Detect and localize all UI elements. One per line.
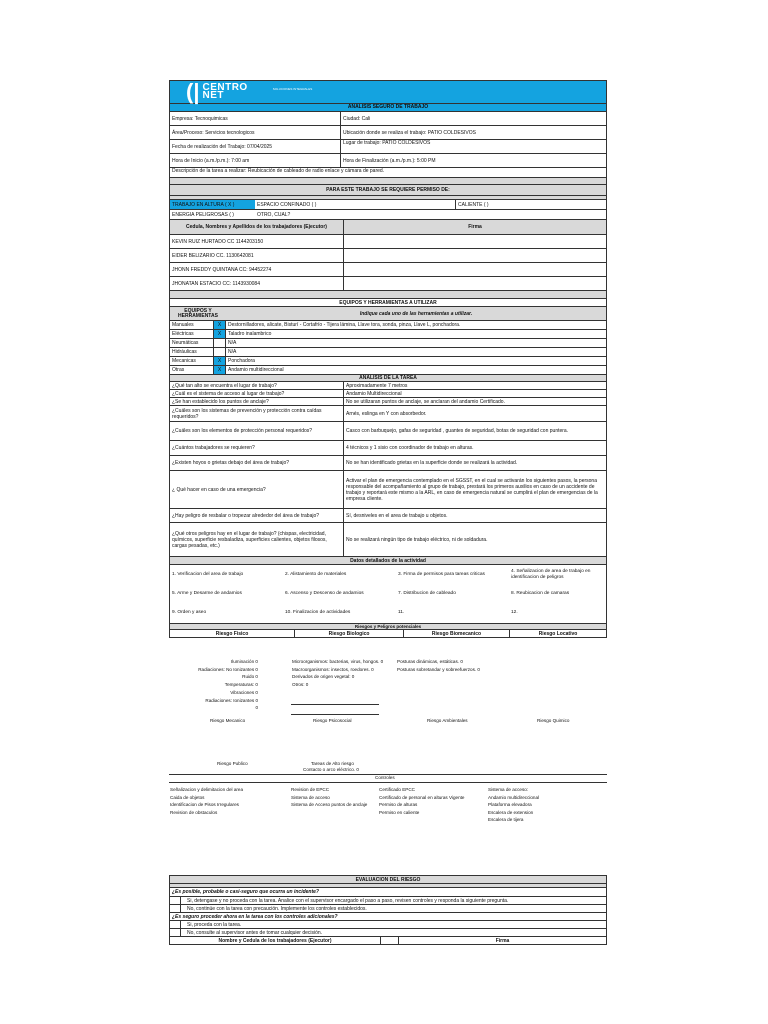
control-item: Sistema de Acceso puntos de anclaje [291, 802, 368, 807]
worker-signature [343, 235, 606, 248]
equipo-mark: X [213, 330, 225, 338]
equipos-subheader-row [169, 307, 607, 321]
activity-step: 12. [511, 609, 518, 615]
activity-step: 1. Verificacion del area de trabajo [172, 571, 244, 577]
riesgo-biomecanico-item: Posturas dinámicas, estáticas. 0 [397, 659, 463, 664]
equipo-type: Neumáticas [172, 340, 199, 346]
riesgo-mecanico: Riesgo Mecanico [210, 718, 246, 723]
permiso-header-row [169, 185, 607, 196]
evaluacion-header: EVALUACION DEL RIESGO [355, 876, 421, 883]
fecha: Fecha de realización del Trabajo: 07/04/2025 [172, 143, 273, 150]
ats-form [169, 80, 607, 638]
workers-list [169, 235, 607, 291]
riesgo-locativo-header: Riesgo Locativo [509, 630, 606, 637]
riesgo-publico: Riesgo Publico [217, 761, 248, 766]
riesgo-fisico-item: 0 [255, 705, 258, 711]
riesgos-cols-row [169, 630, 607, 638]
analisis-question: ¿Qué tan alto se encuentra el lugar de trabajo? [172, 382, 277, 389]
equipo-row [169, 321, 607, 330]
analisis-answer: No se han identificado grietas en la superficie donde se realizará la actividad. [343, 456, 606, 470]
control-item: Permiso de alturas [379, 802, 418, 807]
permiso-confinado: ESPACIO CONFINADO ( ) [257, 201, 317, 208]
riesgos-header: Riesgos y Peligros potenciales [354, 624, 422, 629]
control-item: Escalera de extension [488, 809, 534, 815]
control-item: Sistema de acceso [291, 794, 330, 800]
riesgo-fisico-item: Radiaciones: No Ionizantes 0 [198, 666, 258, 672]
riesgo-biologico-item: Derivados de origen vegetal: 0 [292, 674, 355, 679]
analisis-question: ¿Hay peligro de resbalar o tropezar alrededor del área de trabajo? [172, 512, 320, 519]
analisis-row [169, 382, 607, 390]
riesgo-biomecanico-header: Riesgo Biomecanico [403, 630, 509, 637]
worker-signature [343, 277, 606, 290]
q2: ¿Es seguro proceder ahora en la tarea con los controles adicionales? [172, 913, 338, 920]
equipos-header-row [169, 299, 607, 307]
info-row [169, 154, 607, 168]
control-item: Certificado EPCC [379, 787, 415, 792]
permiso-otro: OTRO, CUAL? [257, 211, 291, 218]
equipo-desc: Taladro inalambrico [225, 330, 606, 338]
evaluacion-section [169, 875, 607, 945]
equipo-row [169, 330, 607, 339]
q1: ¿Es posible, probable o casi-seguro que ocurra un incidente? [172, 889, 319, 895]
equipo-row [169, 357, 607, 366]
worker-signature [343, 249, 606, 262]
equipo-row [169, 366, 607, 375]
actividad-header-row [169, 557, 607, 565]
info-row [169, 112, 607, 126]
spacer-row [169, 178, 607, 185]
permiso-header: PARA ESTE TRABAJO SE REQUIERE PERMISO DE: [326, 187, 450, 193]
equipo-mark: X [213, 357, 225, 365]
activity-step: 2. Alistamiento de materiales [285, 571, 347, 577]
activity-step: 11. [398, 609, 405, 615]
riesgo-fisico-item: Ruido 0 [242, 674, 258, 680]
equipo-desc: Andamio multidireccional [225, 366, 606, 374]
activity-step: 4. Señalizacion de area de trabajo en identificacion de peligros [511, 569, 591, 580]
q2a: Si, proceda con la tarea. [180, 921, 606, 928]
activity-step: 6. Ascenso y Descenso de andamios [285, 590, 364, 596]
analisis-row [169, 471, 607, 509]
analisis-row [169, 509, 607, 523]
logo-line1: CENTRO [202, 82, 248, 93]
info-row [169, 126, 607, 140]
analisis-answer: Casco con barbuquejo, gafas de seguridad , guantes de seguridad, botas de seguridad con puntera. [343, 422, 606, 440]
equipos-header: EQUIPOS Y HERRAMIENTAS A UTILIZAR [339, 299, 437, 306]
riesgo-fisico-item: Radiaciones: Ionizantes 0 [205, 697, 258, 703]
controles-header: Controles [375, 775, 395, 780]
actividad-steps [169, 565, 607, 623]
analisis-row [169, 456, 607, 471]
equipo-mark: X [213, 366, 225, 374]
analisis-header: ANALISIS DE LA TAREA [359, 375, 417, 381]
analisis-header-row [169, 375, 607, 382]
worker-row [169, 277, 607, 291]
equipo-mark: X [213, 321, 225, 329]
analisis-answer: Aproximadamente 7 metros [343, 382, 606, 389]
control-item: Permiso en caliente [379, 809, 420, 815]
actividad-header: Datos detallados de la actividad [350, 557, 426, 564]
control-item: Sistema de acceso: [488, 787, 529, 792]
q2-row [169, 913, 607, 921]
riesgo-biologico-header: Riesgo Biologico [294, 630, 403, 637]
workers-header-sign: Firma [343, 220, 606, 234]
riesgo-fisico-item: Temperaturas: 0 [224, 682, 258, 688]
descripcion: Descripción de la tarea a realizar: Reubicación de cableado de radio enlace y cámara de pared. [172, 168, 385, 174]
equipos-col1: EQUIPOS Y HERRAMIENTAS [178, 307, 218, 319]
equipo-type: Mecanicas [172, 358, 196, 364]
hora-inicio: Hora de Inicio (a.m./p.m.): 7:00 am [172, 157, 250, 164]
control-item: Escalera de tijera [488, 817, 524, 822]
analisis-row [169, 406, 607, 422]
ciudad: Ciudad: Cali [340, 112, 606, 125]
permiso-energia: ENERGIA PELIGROSAS ( ) [172, 211, 234, 218]
lugar: Lugar de trabajo: PATIO COLDESIVOS [340, 140, 606, 153]
riesgo-biologico-item: Microorganismos: bacterias, virus, hongos. 0 [292, 659, 384, 664]
analisis-answer: Arnés, eslinga en Y con absorbedor. [343, 406, 606, 421]
analisis-row [169, 523, 607, 557]
spacer-row [169, 291, 607, 299]
riesgo-biomecanico-item: Posturas sobretandar y sobreefuerzos. 0 [397, 666, 480, 672]
equipo-mark [213, 348, 225, 356]
hora-fin: Hora de Finalización (a.m./p.m.): 5:00 PM [340, 154, 606, 167]
info-row [169, 168, 607, 178]
workers-header-name: Cedula, Nombres y Apellidos de los trabajadores (Ejecutor) [186, 224, 327, 230]
riesgo-fisico-item: Iluminación 0 [230, 659, 258, 664]
analisis-answer: 4 técnicos y 1 sisio con coordinador de trabajo en alturas. [343, 441, 606, 455]
footer-sign: Firma [398, 937, 606, 944]
activity-step: 5. Arme y Desarme de andamios [172, 590, 242, 596]
riesgo-biologico-item: Macroorganismos: insectos, roedores. 0 [292, 666, 374, 672]
footer-row [169, 937, 607, 945]
logo-bracket-icon: (| [186, 79, 200, 104]
header-logo-bar [169, 80, 607, 104]
worker-name: JHONN FREDDY QUINTANA CC: 94452274 [172, 266, 272, 273]
equipo-desc: N/A [225, 339, 606, 347]
equipo-type: Manuales [172, 322, 194, 328]
control-item: Revision de EPCC [291, 787, 330, 792]
activity-step: 8. Reubicacion de camaras [511, 590, 570, 596]
analisis-answer: No se utilizaran puntos de anclaje, se anclaran del andamio Certificado. [343, 398, 606, 405]
activity-step: 7. Distribucion de cableado [398, 590, 456, 596]
riesgo-quimico: Riesgo Quimico [537, 718, 570, 723]
analisis-question: ¿Cuántos trabajadores se requieren? [172, 445, 255, 451]
equipo-desc: Ponchadora [225, 357, 606, 365]
analisis-row [169, 398, 607, 406]
centronet-logo [186, 79, 313, 104]
permiso-row [169, 210, 607, 220]
riesgo-fisico-item: Vibraciones 0 [230, 689, 258, 695]
analisis-row [169, 422, 607, 441]
worker-name: JHONATAN ESTACIO CC: 1143930084 [172, 280, 260, 287]
worker-signature [343, 263, 606, 276]
q1a: Si, detengase y no proceda con la tarea. Analice con el supervisor encargado el paso a paso, revisen controles y responda la siguiente pregunta. [180, 897, 606, 904]
equipo-type: Otras [172, 367, 185, 373]
riesgo-biologico-item: Otros: 0 [292, 681, 309, 687]
analisis-list [169, 382, 607, 557]
q1b: No, continúe con la tarea con precaución. Implemente los controles establecidos. [180, 905, 606, 912]
analisis-row [169, 390, 607, 398]
tareas-alto-riesgo: Tareas de Alto riesgo [311, 761, 354, 766]
analisis-question: ¿Cuál es el sistema de acceso al lugar de trabajo? [172, 390, 285, 397]
analisis-row [169, 441, 607, 456]
q2b: No, consulte al supervisor antes de tomar cualquier decisión. [180, 929, 606, 936]
analisis-question: ¿Cuáles son los elementos de protección personal requeridos? [172, 428, 313, 434]
logo-tagline: SOLUCIONES INTEGRALES [272, 87, 313, 91]
equipo-type: Hidráulicas [172, 349, 197, 355]
analisis-question: ¿Cuáles son los sistemas de prevención y protección contra caídas requeridos? [172, 407, 322, 420]
permiso-altura: TRABAJO EN ALTURA ( X ) [170, 200, 255, 209]
activity-step: 10. Finalizacion de actividades [285, 609, 351, 615]
activity-step: 3. Firma de permisos para tareas criticas [398, 571, 485, 577]
equipo-desc: Destornilladores, alicate, Bisturí - Cortafrío - Tijera lámina, Llave tora, sonda, pinza, Llave L, ponchadora. [225, 321, 606, 329]
contacto-electrico: Contacto o arco eléctrico. 0 [303, 767, 359, 772]
activity-step: 9. Orden y aseo [172, 609, 207, 615]
permiso-row [169, 200, 607, 210]
analisis-answer: Sí, desniveles en el area de trabajo u objetos. [343, 509, 606, 522]
q1a-row [169, 897, 607, 905]
divider [291, 704, 379, 705]
ubicacion: Ubicación donde se realiza el trabajo: PATIO COLDESIVOS [340, 126, 606, 139]
worker-row [169, 235, 607, 249]
control-item: Caida de objetos [170, 794, 205, 800]
analisis-answer: Andamio Multidireccional [343, 390, 606, 397]
worker-name: EIDER BELIZARIO CC. 1130642081 [172, 252, 254, 259]
equipo-row [169, 348, 607, 357]
equipo-desc: N/A [225, 348, 606, 356]
analisis-answer: Activar el plan de emergencia contemplado en el SGSST, en el cual se activarán los siguientes pasos, la persona responsable del acompañamiento al grupo de trabajo, prestará los primeros auxilios en caso de un accidente de trabajo y reportará este mismo a la ARL, en caso de emergencia natural se cumplirá el plan de emergencias de la empresa cliente. [343, 471, 606, 508]
q1-row [169, 888, 607, 897]
analisis-question: ¿Se han establecido los puntos de anclaje? [172, 398, 269, 405]
permiso-caliente: CALIENTE ( ) [455, 200, 606, 209]
equipos-instruction: Indique cada uno de las herramientas a utilizar. [359, 310, 473, 317]
riesgo-ambientales: Riesgo Ambientales [427, 718, 468, 723]
control-item: Plataforma elevadora [488, 802, 532, 807]
analisis-answer: No se realizará ningún tipo de trabajo eléctrico, ni de soldadura. [343, 523, 606, 556]
empresa: Empresa: Tecnoquimicas [172, 115, 228, 122]
workers-header-row [169, 220, 607, 235]
equipo-row [169, 339, 607, 348]
evaluacion-header-row [169, 875, 607, 884]
control-item: Certificado de personal en alturas Vigente [379, 794, 465, 800]
riesgo-fisico-header: Riesgo Fisico [215, 630, 249, 637]
q1b-row [169, 905, 607, 913]
area: Área/Proceso: Servicios tecnologicos [172, 129, 255, 136]
equipo-mark [213, 339, 225, 347]
divider [291, 714, 379, 715]
equipo-type: Eléctricas [172, 331, 194, 337]
worker-row [169, 249, 607, 263]
form-title: ANALISIS SEGURO DE TRABAJO [169, 104, 607, 112]
analisis-question: ¿Existen hoyos o grietas debajo del área de trabajo? [172, 460, 290, 466]
q2b-row [169, 929, 607, 937]
control-item: Identificacion de Pisos Irregulares [170, 802, 239, 807]
analisis-question: ¿ Qué hacer en caso de una emergencia? [172, 486, 266, 493]
footer-name: Nombre y Cedula de los trabajadores (Ejecutor) [218, 937, 332, 944]
worker-row [169, 263, 607, 277]
control-item: Señalizacion y delimitacion del area [170, 787, 244, 792]
analisis-question: ¿Qué otros peligros hay en el lugar de trabajo? (chispas, electricidad, químicos, superficie resbaladiza, superficies calientes, objetos filosos, cargas pesadas, etc.) [172, 530, 327, 549]
q2a-row [169, 921, 607, 929]
riesgo-psicosocial: Riesgo Psicosocial [313, 718, 352, 723]
worker-name: KEVIN RUIZ HURTADO CC 1144203150 [172, 238, 264, 245]
info-row [169, 140, 607, 154]
equipos-list [169, 321, 607, 375]
control-item: Andamio multidireccional [488, 794, 540, 800]
divider [169, 782, 607, 783]
riesgos-header-row [169, 623, 607, 630]
control-item: Revision de obstaculos [170, 809, 218, 815]
logo-line2: NET [202, 90, 224, 101]
